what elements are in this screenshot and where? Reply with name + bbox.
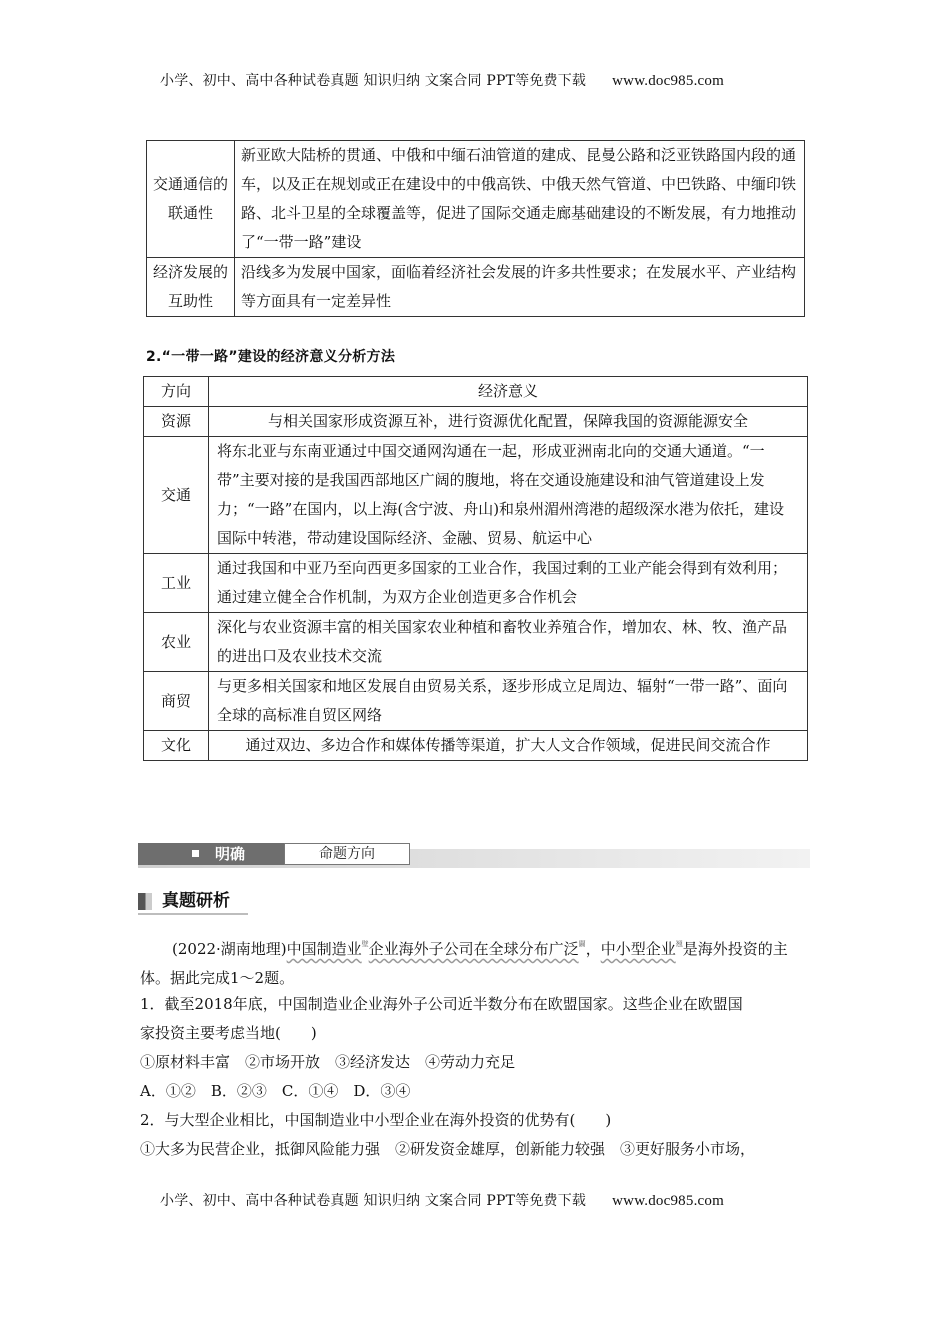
section-bar-light-tab: 命题方向 xyxy=(284,843,410,865)
row-content: 沿线多为发展中国家，面临着经济社会发展的许多共性要求；在发展水平、产业结构等方面具有一定差异性 xyxy=(235,258,805,317)
row-label: 商贸 xyxy=(144,672,209,731)
row-content: 与更多相关国家和地区发展自由贸易关系，逐步形成立足周边、辐射“一带一路”、面向全球的高标准自贸区网络 xyxy=(209,672,808,731)
question-1-stem-line1: 1．截至2018年底，中国制造业企业海外子公司近半数分布在欧盟国家。这些企业在欧盟国 xyxy=(140,995,743,1013)
table-row xyxy=(144,672,808,731)
row-label: 工业 xyxy=(144,554,209,613)
question-source: (2022·湖南地理) xyxy=(172,940,287,958)
question-1-stem-line2: 家投资主要考虑当地( ) xyxy=(140,1024,317,1042)
header-banner-text: 小学、初中、高中各种试卷真题 知识归纳 文案合同 PPT等免费下载 xyxy=(160,73,587,89)
section-bar xyxy=(138,843,810,867)
footer-url-link[interactable]: www.doc985.com xyxy=(612,1193,724,1209)
question-2-options: ①大多为民营企业，抵御风险能力强 ②研发资金雄厚，创新能力较强 ③更好服务小市场， xyxy=(140,1140,756,1158)
column-header-direction: 方向 xyxy=(144,377,209,407)
section-heading: 2.“一带一路”建设的经济意义分析方法 xyxy=(146,349,396,365)
intro-text-3: ， xyxy=(585,940,601,958)
row-label: 资源 xyxy=(144,407,209,437)
question-1-choices: A．①② B．②③ C．①④ D．③④ xyxy=(140,1082,411,1100)
footer-banner-text: 小学、初中、高中各种试卷真题 知识归纳 文案合同 PPT等免费下载 xyxy=(160,1193,587,1209)
intro-text-4: 是海外投资的主体。据此完成1～2题。 xyxy=(140,940,788,987)
table-row xyxy=(144,731,808,761)
column-header-significance: 经济意义 xyxy=(209,377,808,407)
annotation-mark: 壁 xyxy=(361,940,369,948)
table-row xyxy=(144,437,808,554)
square-bullet-icon xyxy=(192,850,199,857)
row-content: 通过双边、多边合作和媒体传播等渠道，扩大人文合作领域，促进民间交流合作 xyxy=(209,731,808,761)
intro-keyword-2: 中小型企业 xyxy=(600,940,676,958)
section-title-text: 真题研析 xyxy=(162,891,230,911)
header-url-link[interactable]: www.doc985.com xyxy=(612,73,724,89)
row-content: 深化与农业资源丰富的相关国家农业种植和畜牧业养殖合作，增加农、林、牧、渔产品的进出口及农业技术交流 xyxy=(209,613,808,672)
row-content: 与相关国家形成资源互补，进行资源优化配置，保障我国的资源能源安全 xyxy=(209,407,808,437)
section-title-underline xyxy=(138,913,248,915)
section-title xyxy=(138,890,248,914)
question-2-stem: 2．与大型企业相比，中国制造业中小型企业在海外投资的优势有( ) xyxy=(140,1111,612,1129)
row-label: 农业 xyxy=(144,613,209,672)
row-label: 文化 xyxy=(144,731,209,761)
section-bar-dark-label: 明确 xyxy=(215,845,246,863)
table-row xyxy=(147,141,805,258)
intro-keyword-1: 中国制造业 xyxy=(286,940,362,958)
row-label: 经济发展的互助性 xyxy=(147,258,235,317)
row-content: 通过我国和中亚乃至向西更多国家的工业合作，我国过剩的工业产能会得到有效利用；通过建立健全合作机制，为双方企业创造更多合作机会 xyxy=(209,554,808,613)
question-intro xyxy=(140,930,812,993)
row-label: 交通 xyxy=(144,437,209,554)
header-banner xyxy=(160,70,800,90)
row-content: 新亚欧大陆桥的贯通、中俄和中缅石油管道的建成、昆曼公路和泛亚铁路国内段的通车，以及正在规划或正在建设中的中俄高铁、中俄天然气管道、中巴铁路、中缅印铁路、北斗卫星的全球覆盖等，促进了国际交通走廊基础建设的不断发展，有力地推动了“一带一路”建设 xyxy=(235,141,805,258)
row-content: 将东北亚与东南亚通过中国交通网沟通在一起，形成亚洲南北向的交通大通道。“一带”主要对接的是我国西部地区广阔的腹地，将在交通设施建设和油气管道建设上发力；“一路”在国内，以上海(含宁波、舟山)和泉州湄州湾港的超级深水港为依托，建设国际中转港，带动建设国际经济、金融、贸易、航运中心 xyxy=(209,437,808,554)
table-row xyxy=(147,258,805,317)
section-bar-dark-tab xyxy=(138,843,284,865)
bookmark-tab-icon xyxy=(138,893,152,910)
features-table xyxy=(146,140,805,317)
annotation-mark: 闢 xyxy=(578,940,586,948)
table-row xyxy=(144,613,808,672)
table-header-row xyxy=(144,377,808,407)
row-label: 交通通信的联通性 xyxy=(147,141,235,258)
footer-banner xyxy=(160,1190,800,1210)
question-1-options: ①原材料丰富 ②市场开放 ③经济发达 ④劳动力充足 xyxy=(140,1053,516,1071)
intro-text-2: 企业海外子公司在全球分布广泛 xyxy=(368,940,579,958)
table-row xyxy=(144,407,808,437)
annotation-mark: 翘 xyxy=(675,940,683,948)
economic-significance-table xyxy=(143,376,808,761)
table-row xyxy=(144,554,808,613)
